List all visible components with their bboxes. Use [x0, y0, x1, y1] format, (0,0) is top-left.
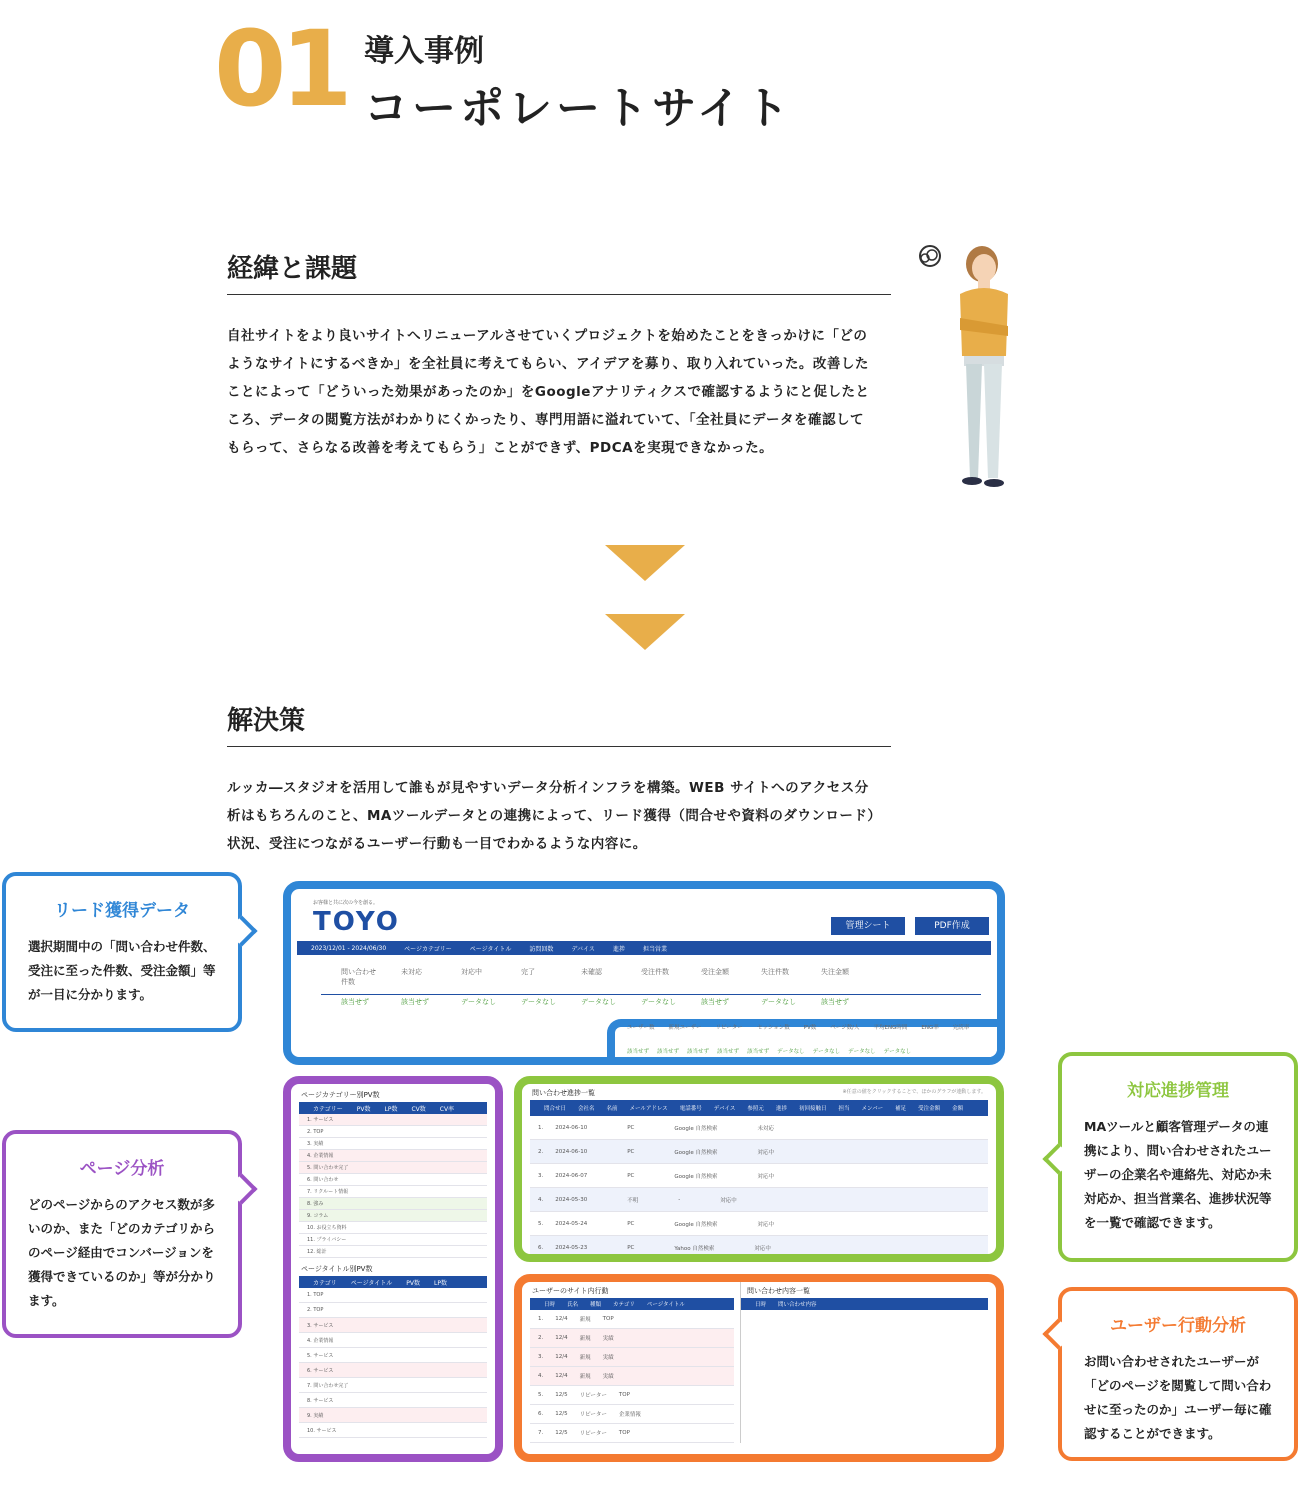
- metric-value: データなし: [521, 998, 556, 1006]
- callout-progress-text: MAツールと顧客管理データの連携により、問い合わせされたユーザーの企業名や連絡先、対応か未対応か、担当営業名、進捗状況等を一覧で確認できます。: [1084, 1119, 1272, 1230]
- table-row[interactable]: [299, 1186, 487, 1198]
- row-label: 1. サービス: [307, 1117, 334, 1123]
- metric-label: リピーター: [715, 1025, 743, 1031]
- metric-value: 該当せず: [701, 998, 729, 1006]
- table-row[interactable]: [530, 1188, 988, 1212]
- callout-lead-text: 選択期間中の「問い合わせ件数、受注に至った件数、受注金額」等が一目に分かります。: [28, 939, 216, 1002]
- table-row[interactable]: [530, 1116, 988, 1140]
- solution-text: ルッカ―スタジオを活用して誰もが見やすいデータ分析インフラを構築。WEB サイトへのアクセス分析はもちろんのこと、MAツールデータとの連携によって、リード獲得（問合せや資料のダウンロード）状況、受注につながるユーザー行動も一目でわかるような内容に。: [227, 780, 875, 852]
- cell: Google 自然検索: [674, 1221, 718, 1228]
- callout-behavior-text: お問い合わせされたユーザーが「どのページを閲覧して問い合わせに至ったのか」ユーザー毎に確認することができます。: [1084, 1354, 1272, 1441]
- thinking-person-illustration: [912, 238, 1012, 498]
- column-header: メンバー: [861, 1106, 884, 1112]
- row-index: 2.: [538, 1148, 544, 1155]
- down-arrow-icon: [605, 614, 685, 650]
- table-row[interactable]: [299, 1408, 487, 1423]
- row-index: 2.: [538, 1335, 544, 1341]
- cell: 新規: [579, 1317, 591, 1323]
- row-index: 6.: [538, 1244, 544, 1251]
- cell: TOP: [618, 1392, 630, 1398]
- page-category-title: ページカテゴリー別PV数: [301, 1091, 380, 1099]
- cell: Google 自然検索: [674, 1173, 718, 1180]
- metric-label: ページ数/人: [830, 1025, 860, 1031]
- divider: [321, 994, 981, 995]
- metric-value: データなし: [581, 998, 616, 1006]
- row-label: 5. 問い合わせ完了: [307, 1165, 349, 1171]
- row-label: 10. サービス: [307, 1427, 337, 1434]
- column-header: カテゴリ: [613, 1302, 635, 1308]
- metric-label: ENG率: [921, 1025, 939, 1031]
- table-row[interactable]: [299, 1288, 487, 1303]
- column-header: CV率: [439, 1105, 455, 1113]
- column-header: PV数: [406, 1279, 421, 1287]
- cell: 実績: [602, 1355, 614, 1361]
- metric-value: 該当せず: [687, 1049, 710, 1055]
- toyo-logo: TOYO: [313, 907, 400, 937]
- table-row[interactable]: [299, 1318, 487, 1333]
- metric-label: 平均ENG時間: [873, 1025, 908, 1031]
- column-header: 問い合わせ内容: [778, 1302, 817, 1308]
- section-subtitle: 導入事例: [364, 34, 484, 69]
- table-row[interactable]: [530, 1329, 734, 1348]
- column-header: LP数: [384, 1105, 398, 1113]
- background-heading: 経緯と課題: [227, 254, 358, 284]
- table-row[interactable]: [530, 1386, 734, 1405]
- background-text: 自社サイトをより良いサイトへリニューアルさせていくプロジェクトを始めたことをきっかけに「どのようなサイトにするべきか」を全社員に考えてもらい、アイデアを募り、取り入れていった。改善したことによって「どういった効果があったのか」をGoogleアナリティクスで確認するようにと促したところ、データの閲覧方法がわかりにくかったり、専門用語に溢れていて、「全社員にデータを確認してもらって、さらなる改善を考えてもらう」ことができず、PDCAを実現できなかった。: [227, 328, 870, 456]
- callout-pointer: [1042, 1318, 1073, 1349]
- row-label: 9. 実績: [307, 1412, 324, 1419]
- metric-value: データなし: [641, 998, 676, 1006]
- cell: Yahoo 自然検索: [674, 1245, 715, 1252]
- table-row[interactable]: [299, 1162, 487, 1174]
- row-index: 5.: [538, 1392, 544, 1398]
- metric-label: 受注金額: [701, 968, 729, 976]
- cell: 不明: [627, 1197, 639, 1204]
- table-row[interactable]: [299, 1378, 487, 1393]
- row-label: 7. 問い合わせ完了: [307, 1382, 349, 1389]
- cell: 12/4: [555, 1335, 568, 1341]
- cell: 12/4: [555, 1316, 568, 1322]
- column-header: 金額: [952, 1106, 964, 1112]
- table-row[interactable]: [299, 1246, 487, 1258]
- callout-page: [2, 1130, 242, 1338]
- section-number: 01: [214, 8, 347, 130]
- row-label: 4. 企業情報: [307, 1153, 334, 1159]
- filter-dropdown[interactable]: ページタイトル: [469, 945, 512, 953]
- table-row[interactable]: [530, 1236, 988, 1260]
- table-row[interactable]: [530, 1405, 734, 1424]
- page-title-header: [299, 1276, 487, 1288]
- column-header: LP数: [434, 1279, 447, 1287]
- column-header: 日時: [755, 1302, 767, 1308]
- cell: 12/5: [555, 1411, 568, 1417]
- behavior-title: ユーザーのサイト内行動: [532, 1287, 609, 1295]
- table-row[interactable]: [299, 1333, 487, 1348]
- metric-value: 該当せず: [717, 1049, 740, 1055]
- table-row[interactable]: [530, 1367, 734, 1386]
- cell: 2024-06-10: [555, 1148, 588, 1155]
- metric-value: データなし: [461, 998, 496, 1006]
- page-title-table-title: ページタイトル別PV数: [301, 1265, 373, 1273]
- page-title-rows: [299, 1288, 487, 1438]
- table-row[interactable]: [299, 1393, 487, 1408]
- row-label: 6. 問い合わせ: [307, 1177, 339, 1183]
- progress-header: [530, 1100, 988, 1116]
- callout-progress: [1058, 1052, 1298, 1262]
- row-index: 4.: [538, 1196, 544, 1203]
- filter-dropdown[interactable]: ページカテゴリー: [404, 945, 452, 953]
- row-index: 6.: [538, 1411, 544, 1417]
- row-label: 10. お役立ち資料: [307, 1225, 347, 1231]
- cell: PC: [627, 1220, 635, 1227]
- row-label: 4. 企業情報: [307, 1337, 334, 1344]
- confused-scribble-icon: [920, 246, 940, 266]
- column-header: カテゴリー: [313, 1105, 343, 1113]
- filter-dropdown[interactable]: デバイス: [571, 945, 595, 953]
- table-row[interactable]: [530, 1424, 734, 1443]
- column-header: カテゴリ: [313, 1279, 337, 1287]
- row-index: 3.: [538, 1172, 544, 1179]
- column-header: 電話番号: [679, 1106, 702, 1112]
- table-row[interactable]: [530, 1310, 734, 1329]
- table-row[interactable]: [530, 1164, 988, 1188]
- behavior-header: [530, 1298, 734, 1310]
- column-header: メールアドレス: [629, 1106, 668, 1112]
- cell: 対応中: [757, 1149, 775, 1156]
- metric-label: ユーザー数: [627, 1025, 655, 1031]
- column-header: 種類: [590, 1302, 602, 1308]
- column-header: 担当: [838, 1106, 850, 1112]
- cell: TOP: [602, 1316, 614, 1322]
- metric2-labels: [627, 1023, 969, 1031]
- progress-dashboard: [514, 1076, 1004, 1262]
- callout-pointer: [1042, 1143, 1073, 1174]
- metric-value: データなし: [848, 1049, 876, 1055]
- row-label: 8. サービス: [307, 1397, 334, 1404]
- cell: Google 自然検索: [674, 1149, 718, 1156]
- cell: 実績: [602, 1374, 614, 1380]
- callout-progress-title: 対応進捗管理: [1127, 1081, 1229, 1101]
- row-index: 1.: [538, 1316, 544, 1322]
- metric-label: 失注金額: [821, 968, 849, 976]
- metric-label: 受注件数: [641, 968, 669, 976]
- row-label: 9. コラム: [307, 1213, 329, 1219]
- cell: 2024-05-30: [555, 1196, 588, 1203]
- behavior-rows: [530, 1310, 734, 1443]
- metric-value: データなし: [777, 1049, 805, 1055]
- table-row[interactable]: [299, 1363, 487, 1378]
- row-label: 2. TOP: [307, 1307, 324, 1313]
- callout-page-text: どのページからのアクセス数が多いのか、また「どのカテゴリからのページ経由でコンバージョンを獲得できているのか」等が分かります。: [28, 1197, 216, 1308]
- row-index: 3.: [538, 1354, 544, 1360]
- solution-rule: [227, 746, 891, 747]
- cell: 企業情報: [618, 1412, 641, 1418]
- cell: 新規: [579, 1355, 591, 1361]
- cell: 12/5: [555, 1392, 568, 1398]
- column-header: ページタイトル: [350, 1279, 393, 1287]
- filter-dropdown[interactable]: 訪問回数: [529, 945, 554, 953]
- callout-page-title: ページ分析: [79, 1159, 165, 1179]
- metric-value: 該当せず: [821, 998, 849, 1006]
- page-category-header: [299, 1102, 487, 1114]
- management-sheet-button[interactable]: 管理シート: [831, 917, 905, 935]
- cell: -: [678, 1196, 681, 1203]
- callout-lead-title: リード獲得データ: [54, 901, 190, 921]
- row-label: 5. サービス: [307, 1352, 334, 1359]
- row-index: 7.: [538, 1430, 544, 1436]
- dashboard-tagline: お客様と共に次の今を創る。: [313, 900, 379, 906]
- cell: 新規: [579, 1374, 591, 1380]
- column-header: 初回接触日: [798, 1106, 827, 1112]
- metric-label: 未確認: [581, 968, 602, 976]
- column-header: 進捗: [775, 1106, 787, 1112]
- cell: 12/4: [555, 1354, 568, 1360]
- cell: PC: [627, 1172, 635, 1179]
- row-label: 6. サービス: [307, 1367, 334, 1374]
- cell: 対応中: [757, 1173, 775, 1180]
- metric-label: 問い合わせ件数: [341, 968, 376, 986]
- solution-heading: 解決策: [227, 706, 306, 736]
- page-title: コーポレートサイト: [364, 83, 793, 134]
- cell: 2024-06-07: [555, 1172, 588, 1179]
- table-row[interactable]: [530, 1212, 988, 1236]
- row-label: 11. プライバシー: [307, 1237, 347, 1243]
- pdf-button[interactable]: PDF作成: [915, 917, 989, 935]
- filter-dropdown[interactable]: 進捗: [612, 945, 625, 953]
- filter-dropdown[interactable]: 担当営業: [642, 945, 667, 953]
- table-row[interactable]: [299, 1126, 487, 1138]
- cell: 実績: [602, 1336, 614, 1342]
- cell: TOP: [618, 1430, 630, 1436]
- filter-bar[interactable]: [297, 941, 991, 955]
- metric-label: 新規ユーザー: [668, 1025, 702, 1031]
- row-label: 2. TOP: [307, 1128, 324, 1135]
- cell: 新規: [579, 1336, 591, 1342]
- column-header: CV数: [411, 1105, 426, 1113]
- column-header: 日時: [544, 1302, 556, 1308]
- cell: PC: [627, 1148, 635, 1155]
- column-header: ページタイトル: [646, 1302, 685, 1308]
- table-row[interactable]: [299, 1222, 487, 1234]
- lead-dashboard: [283, 881, 1005, 1065]
- column-header: デバイス: [713, 1106, 736, 1112]
- table-row[interactable]: [299, 1234, 487, 1246]
- cell: 未対応: [757, 1125, 775, 1132]
- column-header: 会社名: [578, 1106, 595, 1112]
- page-category-rows: [299, 1114, 487, 1258]
- callout-lead: [2, 872, 242, 1032]
- cell: リピーター: [579, 1431, 607, 1437]
- metric-label: PV数: [803, 1025, 817, 1031]
- metric-values: [341, 997, 869, 1007]
- row-label: 8. 強み: [307, 1201, 324, 1207]
- inquiry-header: [741, 1298, 988, 1310]
- cell: PC: [627, 1244, 635, 1251]
- row-label: 7. リクルート情報: [307, 1189, 349, 1195]
- table-row[interactable]: [299, 1150, 487, 1162]
- cell: PC: [627, 1124, 635, 1131]
- cell: リピーター: [579, 1412, 607, 1418]
- down-arrow-icon: [605, 545, 685, 581]
- metric-value: 該当せず: [401, 998, 429, 1006]
- metric-value: 該当せず: [341, 998, 369, 1006]
- cell: 対応中: [720, 1197, 737, 1204]
- metric-value: データなし: [883, 1049, 912, 1055]
- metric-value: 該当せず: [747, 1049, 770, 1055]
- callout-pointer: [226, 1173, 257, 1204]
- row-label: 3. 実績: [307, 1141, 324, 1147]
- cell: 12/5: [555, 1430, 568, 1436]
- table-row[interactable]: [530, 1348, 734, 1367]
- behavior-dashboard: [514, 1274, 1004, 1462]
- inquiry-title: 問い合わせ内容一覧: [747, 1287, 810, 1295]
- metric-labels: [341, 967, 859, 987]
- background-rule: [227, 294, 891, 295]
- row-index: 4.: [538, 1373, 544, 1379]
- metric-label: セッション数: [756, 1025, 790, 1031]
- callout-pointer: [226, 915, 257, 946]
- progress-note: ※任意の値をクリックすることで、ほかのグラフが連動します。: [842, 1089, 986, 1095]
- column-header: 補足: [895, 1106, 907, 1112]
- progress-title: 問い合わせ進捗一覧: [532, 1089, 595, 1097]
- cell: 対応中: [754, 1245, 771, 1252]
- cell: 12/4: [555, 1373, 568, 1379]
- column-header: 氏名: [567, 1302, 579, 1308]
- callout-behavior: [1058, 1287, 1298, 1461]
- cell: リピーター: [579, 1393, 607, 1399]
- table-row[interactable]: [299, 1348, 487, 1363]
- metric-value: データなし: [761, 998, 796, 1006]
- table-row[interactable]: [299, 1210, 487, 1222]
- metric2-values: [627, 1047, 911, 1055]
- cell: 2024-05-24: [555, 1220, 588, 1227]
- table-row[interactable]: [299, 1303, 487, 1318]
- page-dashboard: [283, 1076, 503, 1462]
- cell: Google 自然検索: [674, 1125, 718, 1132]
- table-row[interactable]: [299, 1138, 487, 1150]
- row-label: 12. 総計: [307, 1249, 327, 1255]
- table-row[interactable]: [299, 1114, 487, 1126]
- column-header: 問合せ日: [544, 1106, 567, 1112]
- table-row[interactable]: [299, 1198, 487, 1210]
- row-index: 1.: [538, 1124, 544, 1131]
- table-row[interactable]: [299, 1174, 487, 1186]
- metric-value: 該当せず: [657, 1049, 680, 1055]
- column-header: PV数: [356, 1105, 371, 1113]
- row-label: 1. TOP: [307, 1292, 324, 1298]
- table-row[interactable]: [299, 1423, 487, 1438]
- cell: 2024-05-23: [555, 1244, 588, 1251]
- metric-label: 完了: [521, 968, 535, 976]
- metric-label: 対応中: [461, 968, 482, 976]
- progress-rows: [530, 1116, 988, 1260]
- callout-behavior-title: ユーザー行動分析: [1110, 1316, 1246, 1336]
- table-row[interactable]: [530, 1140, 988, 1164]
- cell: 対応中: [757, 1221, 775, 1228]
- row-index: 5.: [538, 1220, 544, 1227]
- column-header: 参照元: [747, 1106, 764, 1112]
- metric-label: 完読率: [952, 1025, 970, 1031]
- filter-dropdown[interactable]: 2023/12/01 - 2024/06/30: [311, 944, 387, 952]
- metric-label: 失注件数: [761, 968, 789, 976]
- column-header: 受注金額: [918, 1106, 941, 1112]
- metric-value: 該当せず: [627, 1049, 650, 1055]
- cell: 2024-06-10: [555, 1124, 588, 1131]
- column-header: 名前: [606, 1106, 618, 1112]
- metric-label: 未対応: [401, 968, 422, 976]
- metric-value: データなし: [812, 1049, 841, 1055]
- row-label: 3. サービス: [307, 1322, 334, 1329]
